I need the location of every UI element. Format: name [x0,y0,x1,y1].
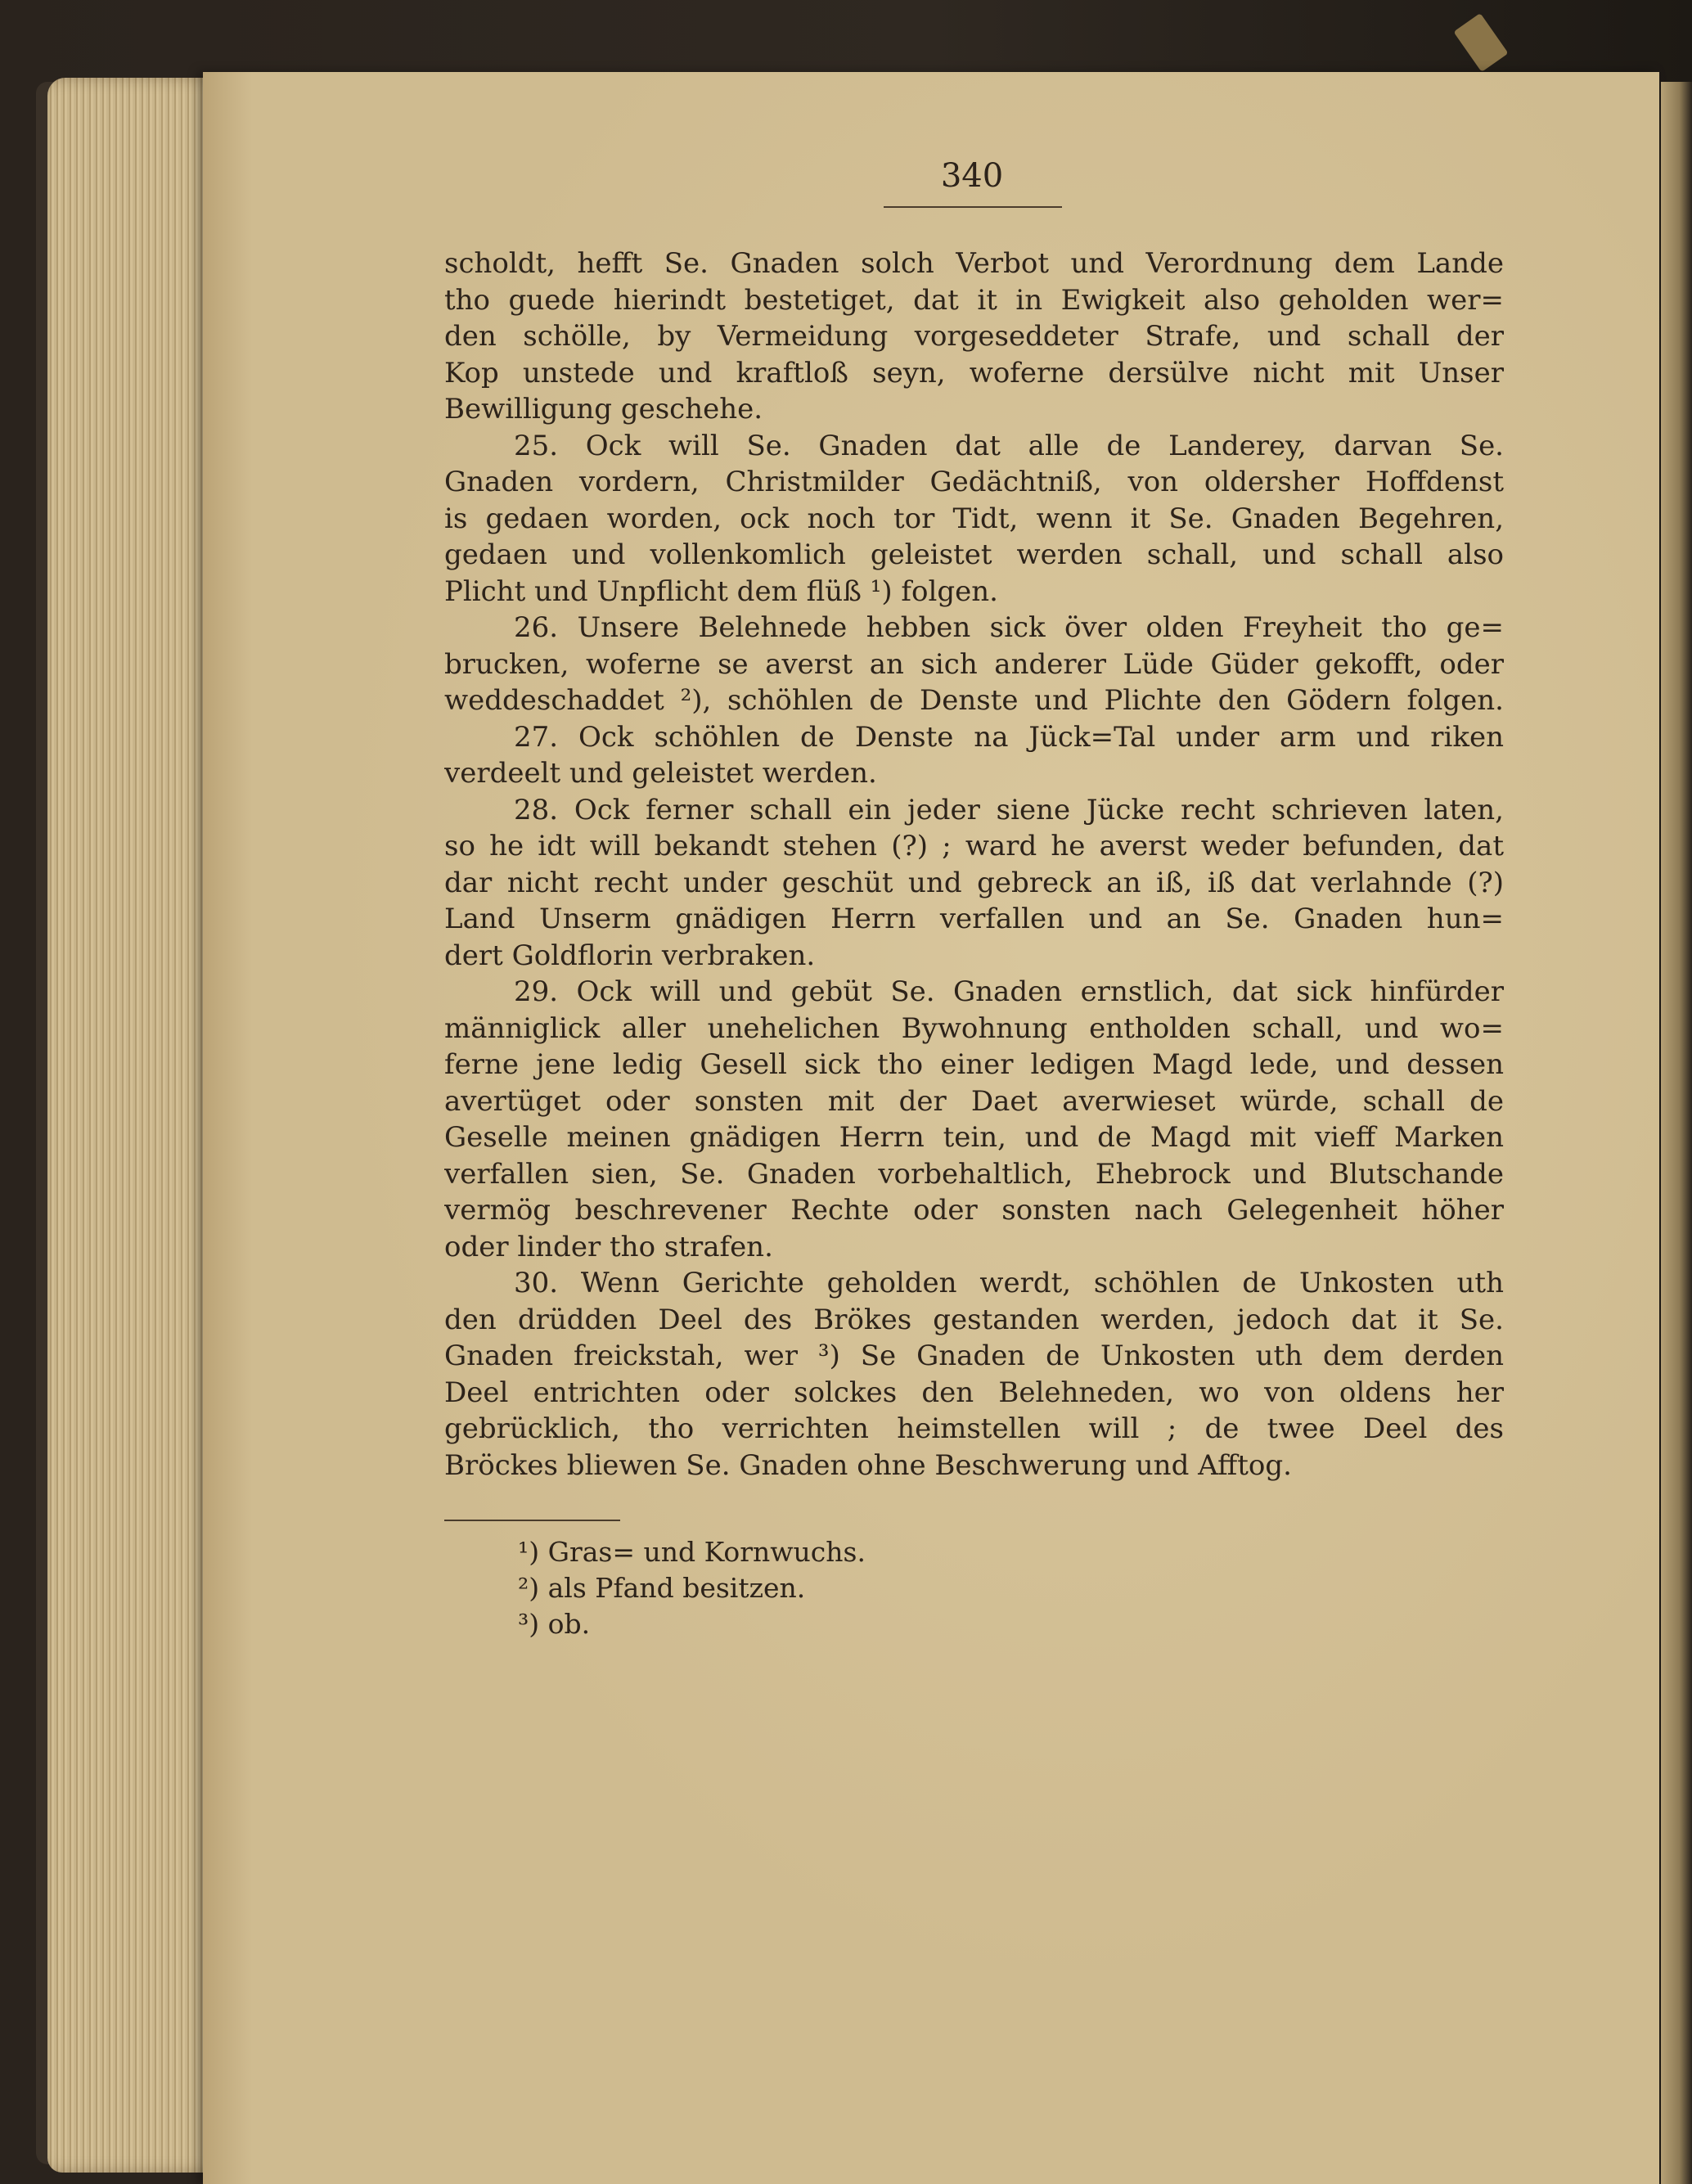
footnote-text: als Pfand besitzen. [547,1572,806,1604]
text-line: 30. Wenn Gerichte geholden werdt, schöhlen de Unkosten uth [514,1267,1504,1299]
text-line: vermög beschrevener Rechte oder sonsten nach Gelegenheit höher [444,1194,1504,1227]
text-line: 26. Unsere Belehnede hebben sick över olden Freyheit tho ge= [514,611,1504,644]
text-line: männiglick aller unehelichen Bywohnung entholden schall, und wo= [444,1011,1504,1045]
text-line: Bewilligung geschehe. [444,393,763,426]
text-line: 28. Ock ferner schall ein jeder siene Jücke recht schrieven laten, [514,793,1504,826]
footnote-marker: ¹) [518,1536,540,1568]
text-line: Geselle meinen gnädigen Herrn tein, und de Magd mit vieff Marken [444,1121,1504,1154]
text-line: weddeschaddet ²), schöhlen de Denste und Plichte den Gödern folgen. [444,684,1504,717]
footnote [518,1534,866,1570]
body-text [444,245,1504,1484]
text-line: dert Goldflorin verbraken. [444,939,816,972]
text-line: 27. Ock schöhlen de Denste na Jück=Tal under arm und riken [514,720,1504,754]
text-line: Gnaden freickstah, wer ³) Se Gnaden de Unkosten uth dem derden [444,1340,1504,1372]
text-line: avertüget oder sonsten mit der Daet averwieset würde, schall de [444,1084,1504,1118]
footnote [518,1570,866,1606]
footnote-marker: ²) [518,1572,540,1604]
text-line: Plicht und Unpflicht dem flüß ¹) folgen. [444,574,998,608]
text-line: scholdt, hefft Se. Gnaden solch Verbot und Verordnung dem Lande [444,247,1504,280]
text-line: dar nicht recht under geschüt und gebreck an iß, iß dat verlahnde (?) [444,866,1504,899]
footnote-text: Gras= und Kornwuchs. [547,1536,866,1568]
text-line: ferne jene ledig Gesell sick tho einer ledigen Magd lede, und dessen [444,1048,1504,1081]
text-line: Gnaden vordern, Christmilder Gedächtniß, von oldersher Hoffdenst [444,466,1504,498]
footnote-text: ob. [547,1608,591,1640]
text-line: 29. Ock will und gebüt Se. Gnaden ernstlich, dat sick hinfürder [514,975,1504,1008]
text-line: tho guede hierindt bestetiget, dat it in Ewigkeit also geholden wer= [444,283,1504,317]
text-line: so he idt will bekandt stehen (?) ; ward he averst weder befunden, dat [444,830,1504,862]
text-line: den drüdden Deel des Brökes gestanden werden, jedoch dat it Se. [444,1303,1504,1336]
footnote-rule [444,1520,620,1521]
page-number-rule [884,206,1062,208]
footnote-marker: ³) [518,1608,540,1640]
text-line: Deel entrichten oder solckes den Belehneden, wo von oldens her [444,1376,1504,1409]
text-line: verfallen sien, Se. Gnaden vorbehaltlich, Ehebrock und Blutschande [444,1157,1504,1191]
footnotes [518,1534,866,1642]
text-line: is gedaen worden, ock noch tor Tidt, wenn it Se. Gnaden Begehren, [444,502,1504,535]
text-line: Land Unserm gnädigen Herrn verfallen und an Se. Gnaden hun= [444,903,1504,935]
text-line: Bröckes bliewen Se. Gnaden ohne Beschwerung und Afftog. [444,1448,1292,1482]
text-line: den schölle, by Vermeidung vorgeseddeter Strafe, und schall der [444,320,1504,353]
text-line: oder linder tho strafen. [444,1230,773,1263]
text-line: brucken, woferne se averst an sich anderer Lüde Güder gekofft, oder [444,647,1504,681]
footnote [518,1606,866,1642]
text-line: Kop unstede und kraftloß seyn, woferne dersülve nicht mit Unser [444,356,1504,390]
bookmark-ribbon [1453,13,1508,72]
text-line: verdeelt und geleistet werden. [444,757,877,790]
text-line: 25. Ock will Se. Gnaden dat alle de Landerey, darvan Se. [514,429,1504,462]
page-number: 340 [940,157,1004,195]
text-line: gedaen und vollenkomlich geleistet werden schall, und schall also [444,538,1504,571]
text-line: gebrücklich, tho verrichten heimstellen will ; de twee Deel des [444,1412,1504,1445]
page-gutter [1661,82,1692,2184]
